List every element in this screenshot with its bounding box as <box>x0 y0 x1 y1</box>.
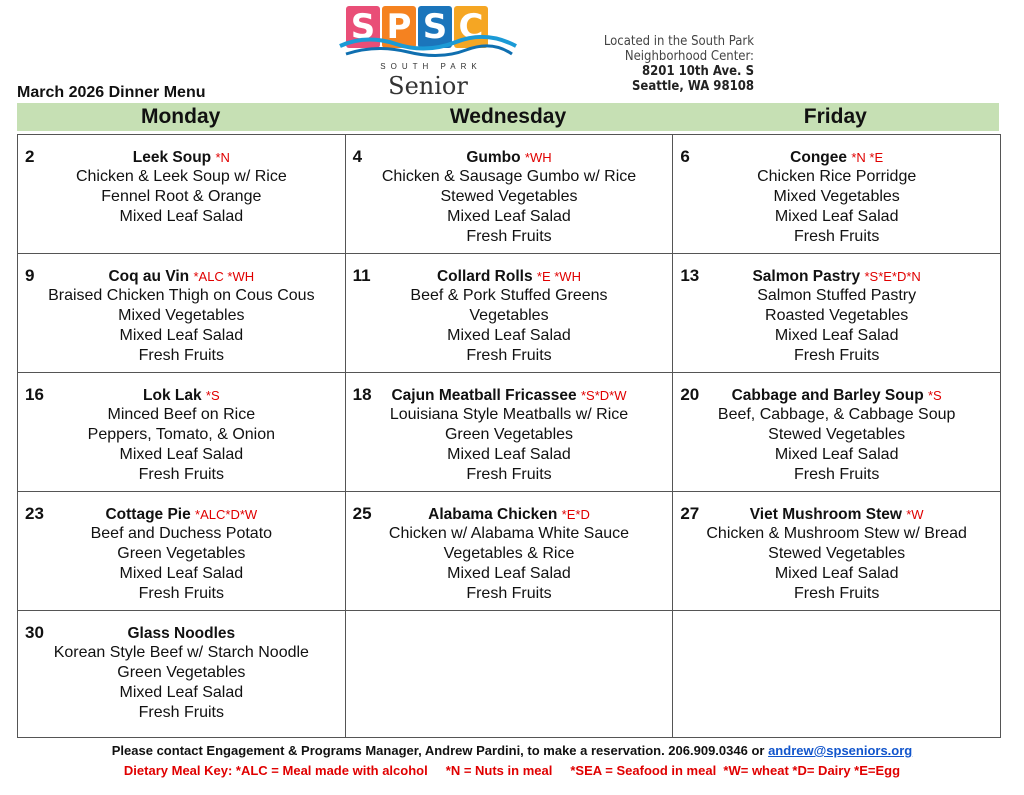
menu-date: 20 <box>680 385 700 404</box>
menu-item-line: Vegetables & Rice <box>443 545 575 562</box>
dietary-tag: *N <box>215 150 230 165</box>
menu-cell <box>673 254 1001 373</box>
menu-item-line: Roasted Vegetables <box>765 307 909 324</box>
menu-cell <box>345 254 673 373</box>
menu-cell <box>345 611 673 738</box>
dietary-tag: *S <box>927 388 942 403</box>
menu-item-line: Chicken w/ Alabama White Sauce <box>388 525 630 542</box>
dish-name: Lok Lak <box>143 387 202 404</box>
menu-date: 30 <box>25 623 44 642</box>
dish-name: Collard Rolls <box>436 268 533 285</box>
location-block <box>604 34 754 94</box>
dietary-tag: *WH <box>524 150 552 165</box>
menu-date: 27 <box>680 504 700 523</box>
menu-cell <box>345 492 673 611</box>
logo-senior-citizens: Senior <box>388 72 468 100</box>
menu-cell <box>345 373 673 492</box>
location-line-2: Neighborhood Center: <box>624 49 754 64</box>
menu-item-line: Fresh Fruits <box>793 585 880 602</box>
dietary-tag: *ALC*D*W <box>195 507 258 522</box>
menu-item-line: Fresh Fruits <box>466 466 552 483</box>
week-row <box>18 135 1001 254</box>
menu-item-line: Green Vegetables <box>117 664 246 681</box>
menu-cell <box>18 492 346 611</box>
menu-item-line: Fresh Fruits <box>138 347 224 364</box>
logo-letter-s1: S <box>346 6 380 48</box>
dish-heading <box>18 373 345 405</box>
dish-heading <box>346 492 673 524</box>
menu-item-line: Beef & Pork Stuffed Greens <box>410 287 608 304</box>
menu-item-line: Mixed Leaf Salad <box>447 208 571 225</box>
menu-cell <box>18 611 346 738</box>
location-city: Seattle, WA 98108 <box>631 79 754 94</box>
menu-item-line: Beef and Duchess Potato <box>90 525 273 542</box>
dish-heading <box>18 611 345 643</box>
menu-item-line: Green Vegetables <box>117 545 246 562</box>
menu-cell <box>18 373 346 492</box>
menu-date: 23 <box>25 504 44 523</box>
menu-item-line: Fresh Fruits <box>138 466 224 483</box>
day-header-friday: Friday <box>803 105 867 128</box>
dish-heading <box>346 373 673 405</box>
menu-item-line: Fresh Fruits <box>793 466 880 483</box>
menu-cell <box>18 135 346 254</box>
dish-heading <box>673 492 1000 524</box>
menu-item-line: Chicken & Leek Soup w/ Rice <box>75 168 287 185</box>
dish-heading <box>18 254 345 286</box>
day-header-row <box>17 103 999 131</box>
menu-item-line: Mixed Vegetables <box>118 307 245 324</box>
week-row <box>18 254 1001 373</box>
menu-item-line: Fresh Fruits <box>138 704 224 721</box>
menu-item-line: Mixed Leaf Salad <box>447 565 571 582</box>
dish-heading <box>673 254 1000 286</box>
logo-letter-s2: S <box>418 6 452 48</box>
menu-date: 6 <box>680 147 690 166</box>
menu-cell <box>673 135 1001 254</box>
logo-letter-p: P <box>382 6 416 48</box>
week-row <box>18 492 1001 611</box>
dish-name: Leek Soup <box>132 149 212 166</box>
menu-item-line: Mixed Leaf Salad <box>119 565 244 582</box>
dish-name: Cajun Meatball Fricassee <box>391 387 577 404</box>
menu-cell <box>673 373 1001 492</box>
dietary-tag: *N *E <box>851 150 884 165</box>
menu-item-line: Korean Style Beef w/ Starch Noodle <box>53 644 309 661</box>
menu-title: March 2026 Dinner Menu <box>17 84 206 101</box>
menu-item-line: Mixed Leaf Salad <box>119 684 244 701</box>
location-line-1: Located in the South Park <box>603 34 754 49</box>
menu-item-line: Mixed Leaf Salad <box>447 446 571 463</box>
menu-item-line: Stewed Vegetables <box>768 426 906 443</box>
dish-heading <box>18 135 345 167</box>
menu-item-line: Mixed Leaf Salad <box>119 208 244 225</box>
menu-date: 4 <box>352 147 363 166</box>
menu-item-line: Chicken & Sausage Gumbo w/ Rice <box>381 168 637 185</box>
menu-item-line: Mixed Leaf Salad <box>774 327 899 344</box>
menu-cell <box>673 611 1001 738</box>
week-row <box>18 611 1001 738</box>
dish-name: Alabama Chicken <box>428 506 558 523</box>
menu-item-line: Braised Chicken Thigh on Cous Cous <box>48 287 315 304</box>
email-link[interactable]: andrew@spseniors.org <box>768 743 913 758</box>
dietary-tag: *S <box>205 388 220 403</box>
dish-name: Cabbage and Barley Soup <box>731 387 924 404</box>
menu-date: 9 <box>25 266 35 285</box>
menu-item-line: Green Vegetables <box>444 426 574 443</box>
dish-heading <box>346 254 673 286</box>
menu-item-line: Mixed Leaf Salad <box>774 208 899 225</box>
dish-heading <box>18 492 345 524</box>
dish-name: Congee <box>790 149 848 166</box>
menu-item-line: Fresh Fruits <box>466 585 552 602</box>
menu-item-line: Minced Beef on Rice <box>107 406 256 423</box>
menu-item-line: Fresh Fruits <box>466 228 552 245</box>
dish-name: Coq au Vin <box>108 268 190 285</box>
menu-date: 2 <box>25 147 35 166</box>
day-header-monday: Monday <box>140 105 221 128</box>
dietary-tag: *S*D*W <box>580 388 627 403</box>
dish-name: Cottage Pie <box>105 506 191 523</box>
contact-text: Please contact Engagement & Programs Manager, Andrew Pardini, to make a reservation. 206.909.0346 or <box>111 743 765 758</box>
menu-cell <box>18 254 346 373</box>
menu-item-line: Chicken Rice Porridge <box>757 168 917 185</box>
dietary-tag: *S*E*D*N <box>864 269 921 284</box>
dietary-tag: *E*D <box>561 507 590 522</box>
menu-item-line: Salmon Stuffed Pastry <box>757 287 917 304</box>
menu-item-line: Chicken & Mushroom Stew w/ Bread <box>706 525 967 542</box>
menu-date: 18 <box>352 385 372 404</box>
menu-item-line: Beef, Cabbage, & Cabbage Soup <box>717 406 956 423</box>
dietary-key: Dietary Meal Key: *ALC = Meal made with alcohol *N = Nuts in meal *SEA = Seafood in meal *W= wheat *D= Dairy *E=Egg <box>123 763 901 778</box>
spsc-logo <box>336 6 520 98</box>
menu-item-line: Mixed Vegetables <box>773 188 900 205</box>
logo-letter-c: C <box>454 6 488 48</box>
menu-item-line: Peppers, Tomato, & Onion <box>87 426 276 443</box>
menu-item-line: Mixed Leaf Salad <box>119 327 244 344</box>
menu-item-line: Mixed Leaf Salad <box>774 565 899 582</box>
menu-date: 13 <box>680 266 700 285</box>
menu-item-line: Fresh Fruits <box>793 347 880 364</box>
logo-south-park: SOUTH PARK <box>380 62 482 71</box>
menu-item-line: Mixed Leaf Salad <box>447 327 571 344</box>
menu-cell <box>345 135 673 254</box>
menu-date: 25 <box>352 504 372 523</box>
menu-item-line: Vegetables <box>469 307 549 324</box>
menu-item-line: Stewed Vegetables <box>440 188 578 205</box>
menu-item-line: Louisiana Style Meatballs w/ Rice <box>389 406 629 423</box>
week-row <box>18 373 1001 492</box>
menu-item-line: Fresh Fruits <box>466 347 552 364</box>
dish-name: Gumbo <box>466 149 521 166</box>
dish-name: Glass Noodles <box>127 625 236 642</box>
menu-grid <box>17 134 1001 738</box>
dish-heading <box>673 373 1000 405</box>
dietary-tag: *W <box>906 507 924 522</box>
dish-name: Salmon Pastry <box>752 268 861 285</box>
dietary-tag: *ALC *WH <box>193 269 255 284</box>
location-address: 8201 10th Ave. S <box>642 64 754 79</box>
menu-date: 11 <box>352 266 371 285</box>
dietary-tag: *E *WH <box>536 269 581 284</box>
day-header-wednesday: Wednesday <box>449 105 567 128</box>
menu-item-line: Mixed Leaf Salad <box>119 446 244 463</box>
dish-heading <box>673 135 1000 167</box>
menu-item-line: Stewed Vegetables <box>768 545 906 562</box>
menu-date: 16 <box>25 385 44 404</box>
contact-footer <box>0 743 1024 758</box>
menu-item-line: Mixed Leaf Salad <box>774 446 899 463</box>
logo-waves-icon <box>336 32 520 62</box>
menu-cell <box>673 492 1001 611</box>
dish-heading <box>346 135 673 167</box>
menu-item-line: Fennel Root & Orange <box>101 188 262 205</box>
menu-item-line: Fresh Fruits <box>793 228 880 245</box>
menu-item-line: Fresh Fruits <box>138 585 224 602</box>
dish-name: Viet Mushroom Stew <box>749 506 902 523</box>
